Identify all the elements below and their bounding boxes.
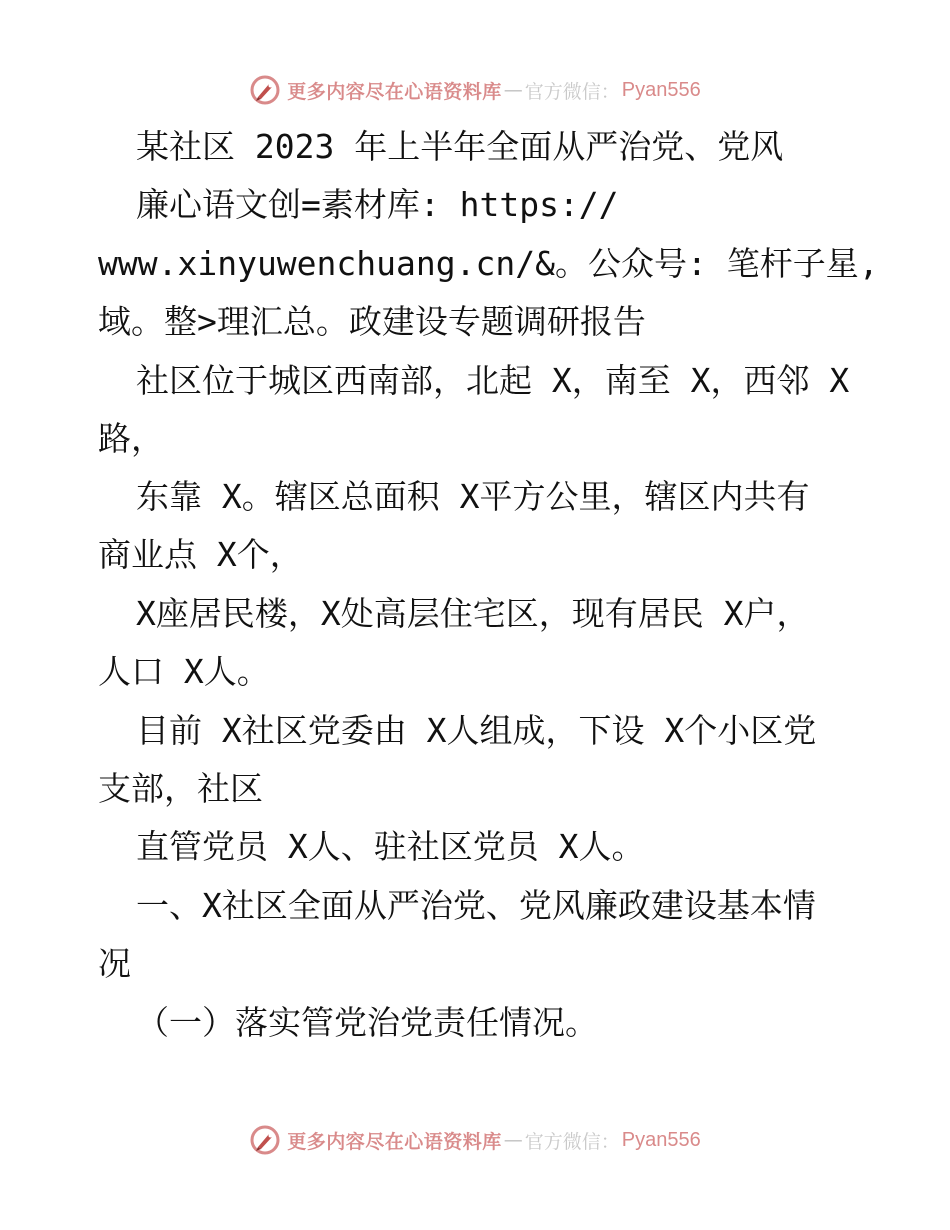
banner-text: 更多内容尽在心语资料库: [287, 80, 502, 103]
banner-text: 更多内容尽在心语资料库: [287, 1130, 502, 1153]
paragraph-line: X座居民楼，X处高层住宅区，现有居民 X户，: [136, 594, 810, 633]
section-heading-line: 况: [98, 944, 131, 983]
paragraph-line: 人口 X人。: [98, 652, 270, 691]
paragraph-line: 商业点 X个，: [98, 535, 303, 574]
section-heading-line: 一、X社区全面从严治党、党风廉政建设基本情: [136, 886, 816, 925]
banner-separator: —: [503, 1129, 523, 1151]
paragraph-line: 直管党员 X人、驻社区党员 X人。: [136, 827, 645, 866]
paragraph-line: 东靠 X。辖区总面积 X平方公里，辖区内共有: [136, 477, 810, 516]
banner-wechat-label: 官方微信：: [524, 80, 620, 103]
banner-wechat-id: Pyan556: [621, 1128, 701, 1151]
paragraph-line: 支部，社区: [98, 769, 263, 808]
subsection-heading: （一）落实管党治党责任情况。: [136, 1003, 598, 1042]
document-title-line-2: 廉心语文创=素材库: https://: [136, 185, 619, 224]
document-title-line-1: 某社区 2023 年上半年全面从严治党、党风: [136, 127, 784, 166]
header-watermark-banner: [0, 70, 950, 110]
footer-watermark-banner: [0, 1120, 950, 1160]
document-title-line-4: 域。整>理汇总。政建设专题调研报告: [98, 302, 646, 341]
banner-separator: —: [503, 79, 523, 101]
pen-nib-logo-icon: [249, 1124, 281, 1156]
pen-nib-logo-icon: [249, 74, 281, 106]
paragraph-line: 社区位于城区西南部，北起 X，南至 X，西邻 X: [136, 361, 850, 400]
banner-wechat-label: 官方微信：: [524, 1130, 620, 1153]
document-title-line-3: www.xinyuwenchuang.cn/&。公众号: 笔杆子星,: [98, 244, 879, 283]
paragraph-line: 目前 X社区党委由 X人组成，下设 X个小区党: [136, 711, 817, 750]
paragraph-line: 路，: [98, 419, 164, 458]
banner-wechat-id: Pyan556: [621, 78, 701, 101]
